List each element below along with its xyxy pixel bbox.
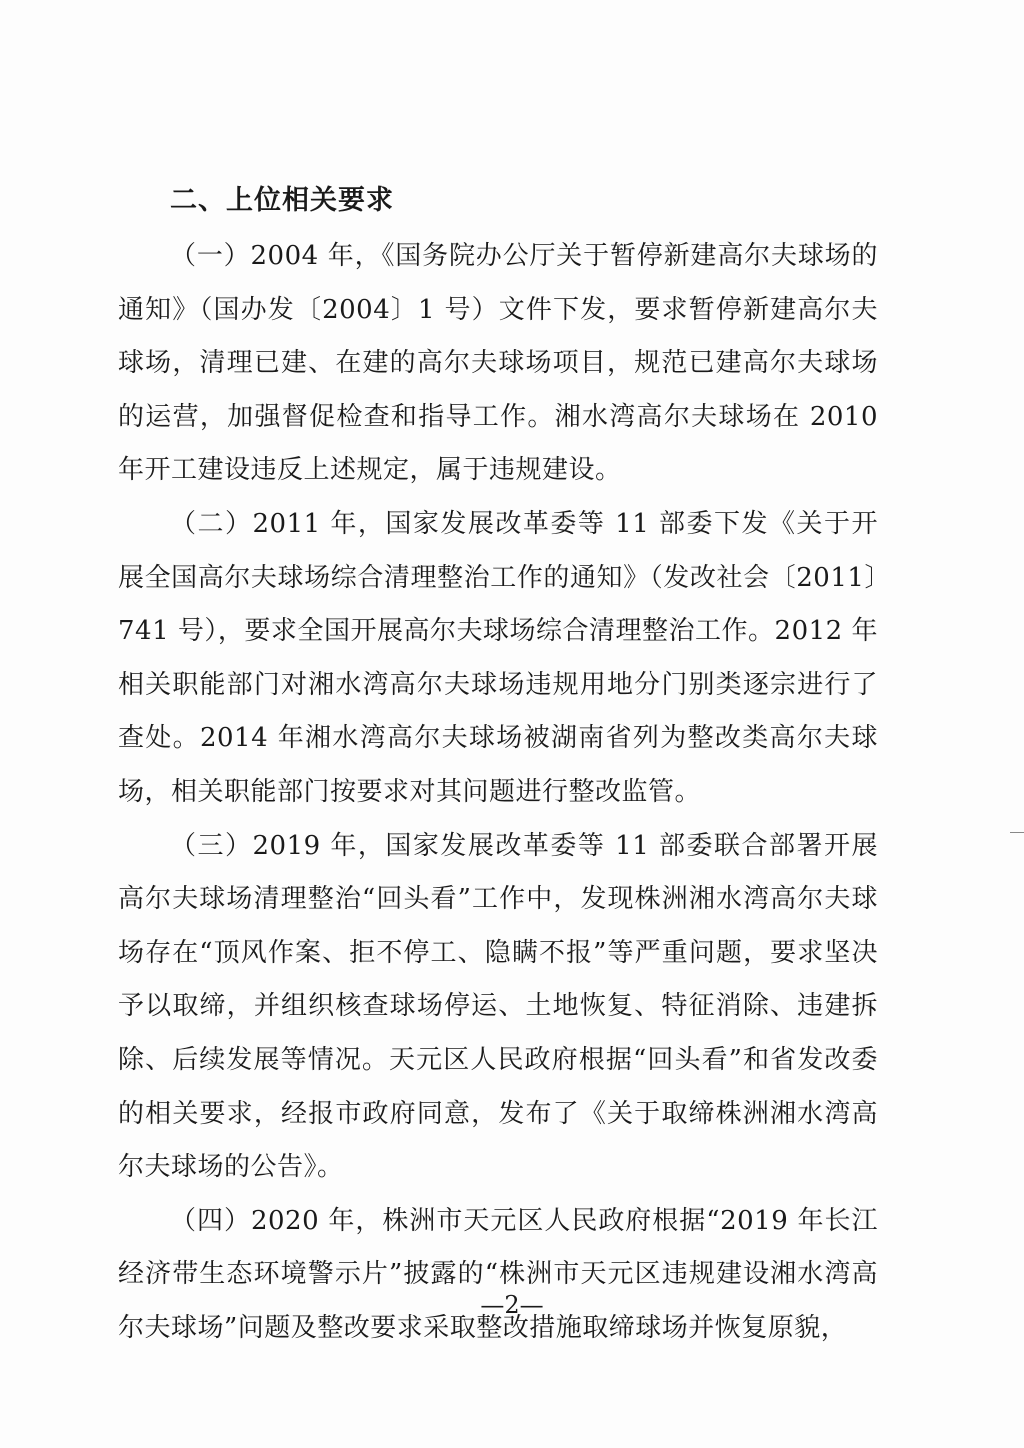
page-number: —2— — [480, 1291, 544, 1319]
section-heading: 二、上位相关要求 — [170, 185, 394, 216]
paragraph-2: （二）2011 年，国家发展改革委等 11 部委下发《关于开展全国高尔夫球场综合清理整治工作的通知》（发改社会〔2011〕741 号），要求全国开展高尔夫球场综合清理整治工作。2012 年相关职能部门对湘水湾高尔夫球场违规用地分门别类逐宗进行了查处。2014 年湘水湾高尔夫球场被湖南省列为整改类高尔夫球场，相关职能部门按要求对其问题进行整改监管。 — [118, 508, 878, 807]
margin-tick-mark — [1010, 832, 1024, 833]
paragraph-3: （三）2019 年，国家发展改革委等 11 部委联合部署开展高尔夫球场清理整治“回头看”工作中，发现株洲湘水湾高尔夫球场存在“顶风作案、拒不停工、隐瞒不报”等严重问题，要求坚决予以取缔，并组织核查球场停运、土地恢复、特征消除、违建拆除、后续发展等情况。天元区人民政府根据“回头看”和省发改委的相关要求，经报市政府同意，发布了《关于取缔株洲湘水湾高尔夫球场的公告》。 — [118, 830, 878, 1183]
paragraph-4: （四）2020 年，株洲市天元区人民政府根据“2019 年长江经济带生态环境警示片”披露的“株洲市天元区违规建设湘水湾高尔夫球场”问题及整改要求采取整改措施取缔球场并恢复原貌， — [118, 1205, 878, 1343]
paragraph-1: （一）2004 年，《国务院办公厅关于暂停新建高尔夫球场的通知》（国办发〔2004〕1 号）文件下发，要求暂停新建高尔夫球场，清理已建、在建的高尔夫球场项目，规范已建高尔夫球场的运营，加强督促检查和指导工作。湘水湾高尔夫球场在 2010 年开工建设违反上述规定，属于违规建设。 — [118, 241, 878, 486]
page-body — [118, 176, 878, 1355]
